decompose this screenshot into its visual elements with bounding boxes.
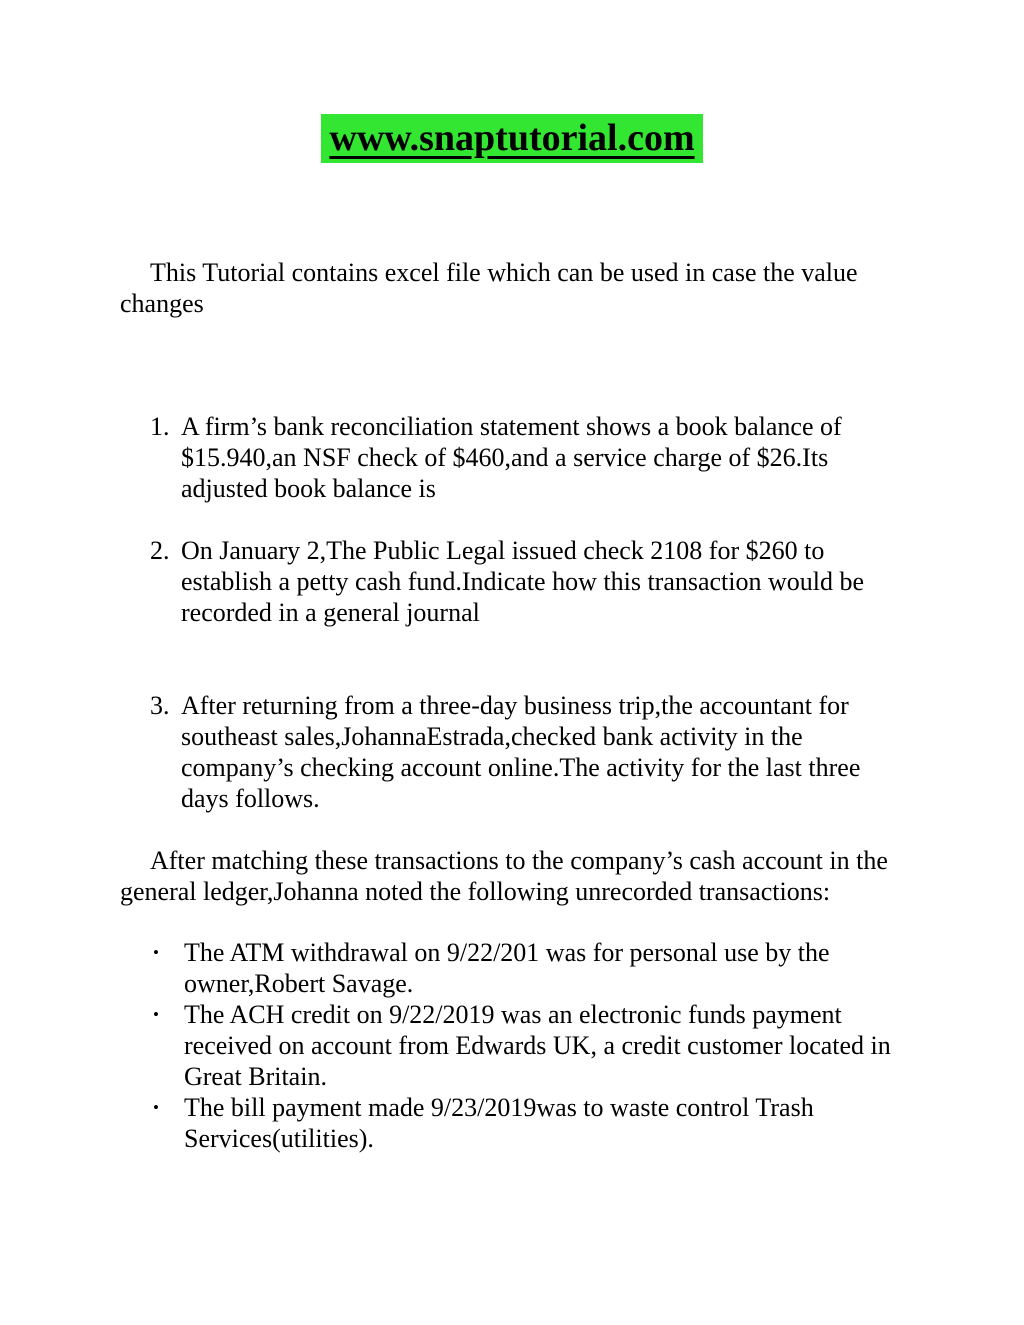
bullet-item-1 [150, 937, 912, 999]
item-text: After returning from a three-day business trip,the accountant for southeast sales,JohannaEstrada,checked bank activity in the company’s checking account online.The activity for the last three days follows. [181, 691, 861, 813]
bullet-icon: • [153, 943, 159, 962]
intro-paragraph: This Tutorial contains excel file which can be used in case the value changes [120, 258, 858, 318]
item-text: On January 2,The Public Legal issued check 2108 for $260 to establish a petty cash fund.Indicate how this transaction would be recorded in a general journal [181, 536, 865, 627]
bullet-text: The bill payment made 9/23/2019was to waste control Trash Services(utilities). [184, 1093, 814, 1153]
numbered-item-2 [150, 535, 912, 628]
numbered-list [0, 411, 1024, 814]
item-number: 2. [150, 536, 170, 565]
bullet-icon: • [153, 1005, 159, 1024]
header [0, 0, 1024, 163]
bullet-text: The ATM withdrawal on 9/22/201 was for personal use by the owner,Robert Savage. [184, 938, 830, 998]
bullet-list [0, 937, 1024, 1154]
bullet-text: The ACH credit on 9/22/2019 was an electronic funds payment received on account from Edwards UK, a credit customer located in Great Britain. [184, 1000, 891, 1091]
bullet-item-2 [150, 999, 912, 1092]
bullet-item-3 [150, 1092, 912, 1154]
item-number: 3. [150, 691, 170, 720]
item-number: 1. [150, 412, 170, 441]
unrecorded-transactions-paragraph: After matching these transactions to the company’s cash account in the general ledger,Johanna noted the following unrecorded transactions: [120, 846, 888, 906]
bullet-icon: • [153, 1098, 159, 1117]
snaptutorial-link[interactable]: www.snaptutorial.com [321, 114, 702, 163]
item-text: A firm’s bank reconciliation statement shows a book balance of $15.940,an NSF check of $460,and a service charge of $26.Its adjusted book balance is [181, 412, 842, 503]
numbered-item-3 [150, 690, 912, 814]
numbered-item-1 [150, 411, 912, 504]
